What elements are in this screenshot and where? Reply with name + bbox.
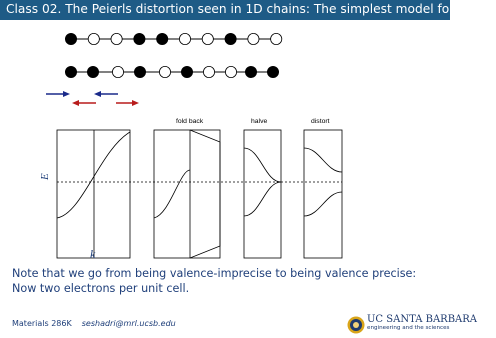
atom-filled: [267, 66, 278, 77]
atom-open: [179, 33, 190, 44]
arrow-head: [94, 91, 101, 97]
atom-open: [202, 33, 213, 44]
ucsb-logo: [347, 313, 478, 337]
seal-icon: [347, 315, 365, 335]
atom-filled: [225, 33, 236, 44]
atom-open: [271, 33, 282, 44]
label-fold-back: fold back: [176, 118, 204, 125]
atom-filled: [157, 33, 168, 44]
atom-open: [88, 33, 99, 44]
displacement-arrows: [46, 91, 139, 106]
label-distort: distort: [311, 118, 330, 125]
footer: [12, 319, 176, 328]
explanation-note: Note that we go from being valence-imprecise to being valence precise: Now two electrons per unit cell.: [12, 267, 417, 295]
dimerized-chain: [65, 66, 278, 77]
title-bar: [0, 0, 496, 20]
band-panel-distort: [304, 130, 342, 258]
slide-title: Class 02. The Peierls distortion seen in 1D chains: The simplest model for a gap.: [6, 2, 496, 16]
atom-open: [159, 66, 170, 77]
atom-open: [203, 66, 214, 77]
k-axis-label: k: [90, 247, 96, 261]
atom-filled: [181, 66, 192, 77]
band-panel-full: [57, 130, 130, 258]
atom-open: [225, 66, 236, 77]
band-panel-halve: [244, 130, 281, 258]
atom-filled: [134, 33, 145, 44]
email-link[interactable]: seshadri@mrl.ucsb.edu: [81, 319, 176, 328]
atom-filled: [65, 33, 76, 44]
energy-axis-label: E: [39, 173, 51, 180]
arrow-head: [72, 100, 79, 106]
atom-filled: [65, 66, 76, 77]
atom-filled: [245, 66, 256, 77]
label-halve: halve: [251, 118, 268, 125]
atom-filled: [134, 66, 145, 77]
logo-name: UC SANTA BARBARA: [367, 314, 478, 325]
uniform-chain: [65, 33, 281, 44]
peierls-diagram: [0, 20, 450, 265]
course-label: Materials 286K: [12, 319, 72, 328]
atom-open: [248, 33, 259, 44]
logo-subtitle: engineering and the sciences: [367, 325, 450, 331]
band-panel-fold-back: [154, 130, 220, 258]
arrow-head: [63, 91, 70, 97]
atom-open: [112, 66, 123, 77]
atom-filled: [87, 66, 98, 77]
atom-open: [111, 33, 122, 44]
arrow-head: [132, 100, 139, 106]
